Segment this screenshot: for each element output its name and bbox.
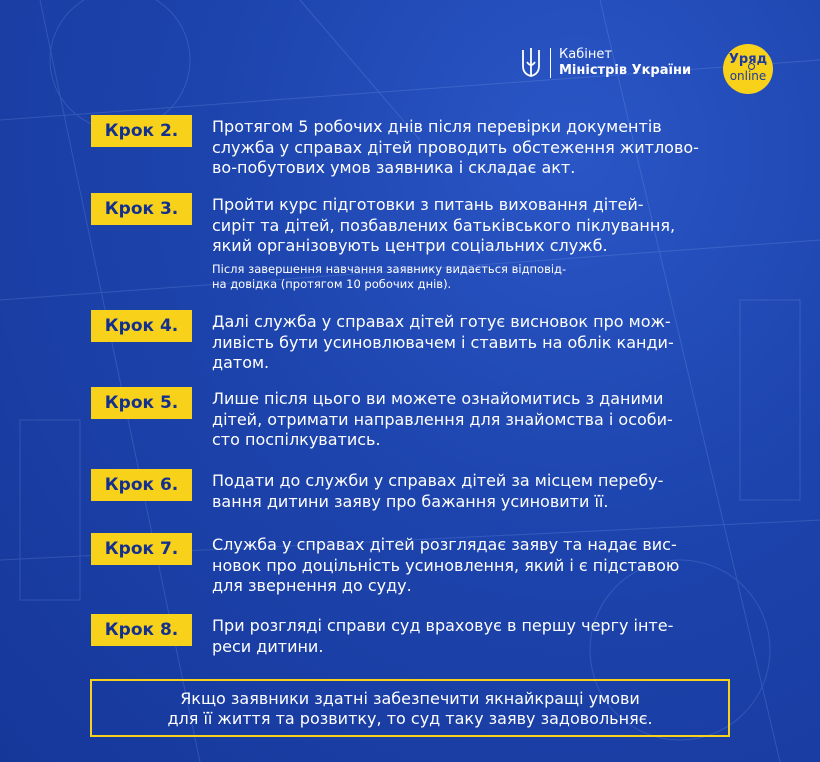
step-label: Крок 4. [91,310,192,342]
step-line: вання дитини заяву про бажання усиновити її. [212,491,609,511]
cabinet-logo [520,46,691,80]
step-note-line: Після завершення навчання заявнику видається відповід- [212,262,567,276]
badge-line2: online [729,69,767,83]
step-label: Крок 5. [91,387,192,419]
step-text [212,471,732,512]
step-label: Крок 8. [91,614,192,646]
step-line: реси дитини. [212,636,324,656]
step-line: Пройти курс підготовки з питань виховання дітей- [212,195,644,214]
step-note [212,262,732,292]
step-line: сто поспілкуватись. [212,430,381,449]
step-label: Крок 7. [91,533,192,565]
org-name-line1: Кабінет [559,47,612,62]
uryad-online-badge [723,44,773,94]
step-text [212,616,732,657]
conclusion-line1: Якщо заявники здатні забезпечити якнайкращі умови [180,689,640,708]
conclusion-line2: для її життя та розвитку, то суд таку заяву задовольняє. [167,709,653,728]
step-line: Подати до служби у справах дітей за місцем перебу- [212,471,664,490]
step-line: який організовують центри соціальних служб. [212,236,608,255]
step-text [212,312,732,374]
org-name-line2: Міністрів України [559,63,692,78]
step-line: во-побутових умов заявника і складає акт. [212,158,576,177]
badge-line1: Уряд [728,52,768,67]
step-note-line: на довідка (протягом 10 робочих днів). [212,277,452,291]
step-line: сиріт та дітей, позбавлених батьківського піклування, [212,215,676,235]
step-line: датом. [212,353,270,372]
step-line: новок про доцільність усиновлення, який і є підставою [212,555,680,575]
step-text [212,117,732,179]
trident-icon [520,46,542,80]
step-line: Служба у справах дітей розглядає заяву та надає вис- [212,535,677,554]
step-text [212,535,732,597]
step-label: Крок 6. [91,469,192,501]
step-line: служба у справах дітей проводить обстеження житлово- [212,137,699,157]
step-text [212,195,732,257]
step-label: Крок 3. [91,193,192,225]
step-line: При розгляді справи суд враховує в першу чергу інте- [212,616,674,635]
step-line: Далі служба у справах дітей готує висновок про мож- [212,312,671,331]
logo-divider [550,48,551,78]
org-name [559,47,691,79]
step-text [212,389,732,451]
step-line: Протягом 5 робочих днів після перевірки документів [212,117,662,136]
step-line: ливість бути усиновлювачем і ставить на облік канди- [212,332,674,352]
step-line: дітей, отримати направлення для знайомства і особи- [212,409,673,429]
step-line: для звернення до суду. [212,576,412,595]
step-label: Крок 2. [91,115,192,147]
step-line: Лише після цього ви можете ознайомитись з даними [212,389,664,408]
conclusion-box [90,679,730,737]
